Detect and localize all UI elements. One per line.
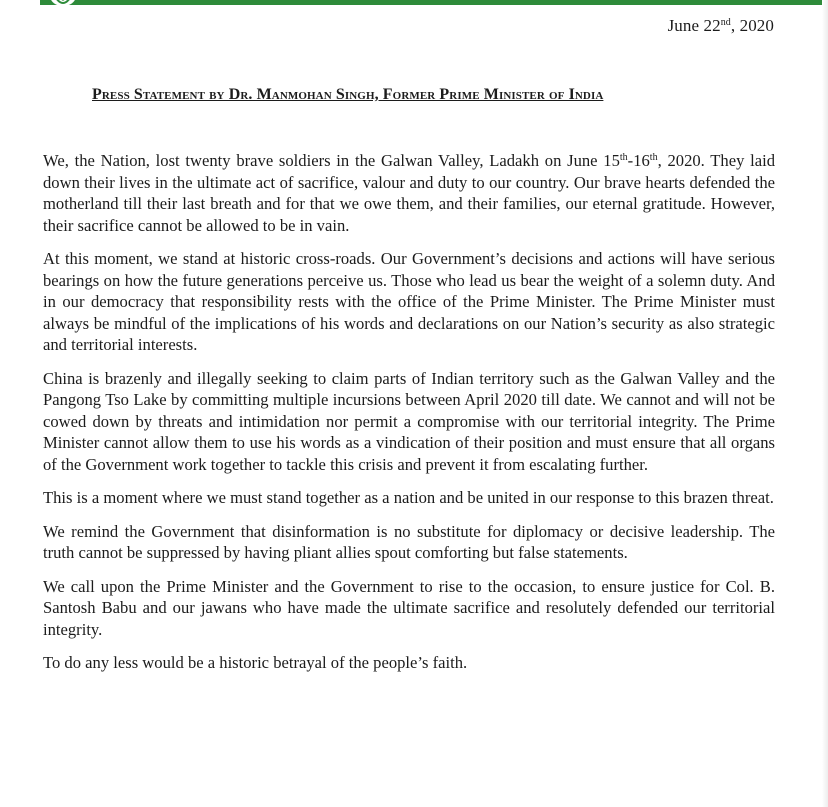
paragraph-1-part-a: We, the Nation, lost twenty brave soldiers in the Galwan Valley, Ladakh on June 15 xyxy=(43,151,620,170)
paragraph-6: We call upon the Prime Minister and the Government to rise to the occasion, to ensure justice for Col. B. Santosh Babu and our jawans who have made the ultimate sacrifice and resolutely defended our territorial integrity. xyxy=(43,576,775,639)
paragraph-1 xyxy=(43,150,775,236)
statement-date xyxy=(668,16,774,36)
date-ordinal: nd xyxy=(720,17,731,28)
statement-body xyxy=(43,150,775,686)
date-year: , 2020 xyxy=(730,16,774,35)
paragraph-4: This is a moment where we must stand together as a nation and be united in our response to this brazen threat. xyxy=(43,488,774,507)
paragraph-7: To do any less would be a historic betrayal of the people’s faith. xyxy=(43,653,468,672)
ordinal-sup: th xyxy=(649,152,658,163)
paragraph-3: China is brazenly and illegally seeking to claim parts of Indian territory such as the Galwan Valley and the Pangong Tso Lake by committing multiple incursions between April 2020 till date. We cannot and will not be cowed down by threats and intimidation nor permit a compromise with our territorial integrity. The Prime Minister cannot allow them to use his words as a vindication of their position and must ensure that all organs of the Government work together to tackle this crisis and prevent it from escalating further. xyxy=(43,368,775,474)
paragraph-5: We remind the Government that disinformation is no substitute for diplomacy or decisive leadership. The truth cannot be suppressed by having pliant allies spout comforting but false statements. xyxy=(43,521,775,562)
paragraph-1-part-c: , 2020. They laid down their lives in the ultimate act of sacrifice, valour and duty to our country. Our brave hearts defended the motherland till their last breath and for that we owe them, and their families, our eternal gratitude. However, their sacrifice cannot be allowed to be in vain. xyxy=(43,151,775,235)
paragraph-1-part-b: -16 xyxy=(627,151,650,170)
letterhead-bar xyxy=(40,0,828,5)
date-day: June 22 xyxy=(667,16,721,35)
ordinal-sup: th xyxy=(619,152,628,163)
paragraph-2: At this moment, we stand at historic cross-roads. Our Government’s decisions and actions will have serious bearings on how the future generations perceive us. Those who lead us bear the weight of a solemn duty. And in our democracy that responsibility rests with the office of the Prime Minister. The Prime Minister must always be mindful of the implications of his words and declarations on our Nation’s security as also strategic and territorial interests. xyxy=(43,249,775,354)
page-title: Press Statement by Dr. Manmohan Singh, Former Prime Minister of India xyxy=(92,86,604,103)
page-edge xyxy=(822,0,828,807)
party-emblem-icon xyxy=(50,0,76,6)
